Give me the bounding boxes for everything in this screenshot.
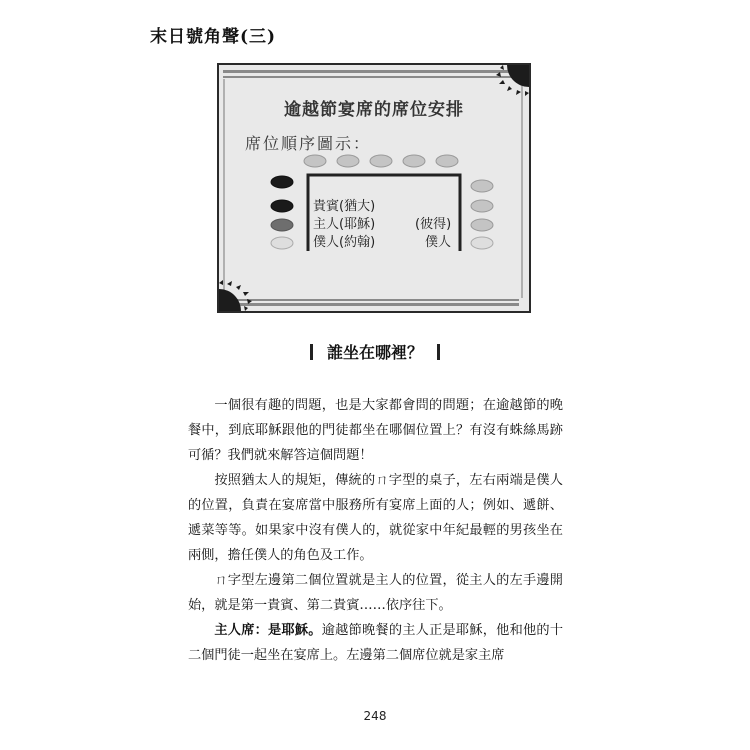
label-host: 主人(耶穌) <box>313 217 376 232</box>
chapter-title: 末日號角聲(三) <box>150 27 277 47</box>
seat <box>436 155 458 167</box>
diagram-subtitle: 席位順序圖示： <box>245 134 372 153</box>
paragraph-lead-bold: 主人席：是耶穌。 <box>214 623 322 638</box>
section-heading-text: 誰坐在哪裡？ <box>326 343 423 362</box>
body-text <box>188 393 563 668</box>
paragraph-text: 逾越節晚餐的主人正是耶穌，他和他的十二個門徒一起坐在宴席上。左邊第二個席位就是家主席 <box>188 623 564 663</box>
seat <box>304 155 326 167</box>
seat-host <box>271 219 293 231</box>
label-servant-left: 僕人(約翰) <box>313 235 376 250</box>
left-column-seats <box>271 176 293 249</box>
heading-bar-left <box>310 344 313 360</box>
paragraph <box>188 618 563 668</box>
paragraph: 一個很有趣的問題，也是大家都會問的問題；在逾越節的晚餐中，到底耶穌跟他的門徒都坐在哪個位置上？有沒有蛛絲馬跡可循？我們就來解答這個問題！ <box>188 398 563 463</box>
label-peter: (彼得) <box>415 217 452 232</box>
seat <box>370 155 392 167</box>
label-servant-right: 僕人 <box>425 235 452 250</box>
seat <box>471 200 493 212</box>
seat <box>337 155 359 167</box>
seat-peter <box>471 219 493 231</box>
seat <box>271 176 293 188</box>
page-number: 248 <box>363 709 387 723</box>
paragraph: ㄇ字型左邊第二個位置就是主人的位置，從主人的左手邊開始，就是第一貴賓、第二貴賓……依序往下。 <box>188 573 563 613</box>
paragraph: 按照猶太人的規矩，傳統的ㄇ字型的桌子，左右兩端是僕人的位置，負責在宴席當中服務所有宴席上面的人；例如、遞餅、遞菜等等。如果家中沒有僕人的，就從家中年紀最輕的男孩坐在兩側，擔任僕人的角色及工作。 <box>188 473 563 563</box>
seat-servant-right <box>471 237 493 249</box>
right-column-seats <box>471 180 493 249</box>
top-row-seats <box>304 155 458 167</box>
seat-servant-left <box>271 237 293 249</box>
section-heading <box>0 340 750 363</box>
diagram-title: 逾越節宴席的席位安排 <box>284 100 464 120</box>
seat <box>403 155 425 167</box>
seat <box>471 180 493 192</box>
seat-guest <box>271 200 293 212</box>
seating-diagram <box>217 63 531 313</box>
heading-bar-right <box>437 344 440 360</box>
label-guest: 貴賓(猶大) <box>313 199 376 214</box>
sunburst-icon <box>496 65 529 96</box>
